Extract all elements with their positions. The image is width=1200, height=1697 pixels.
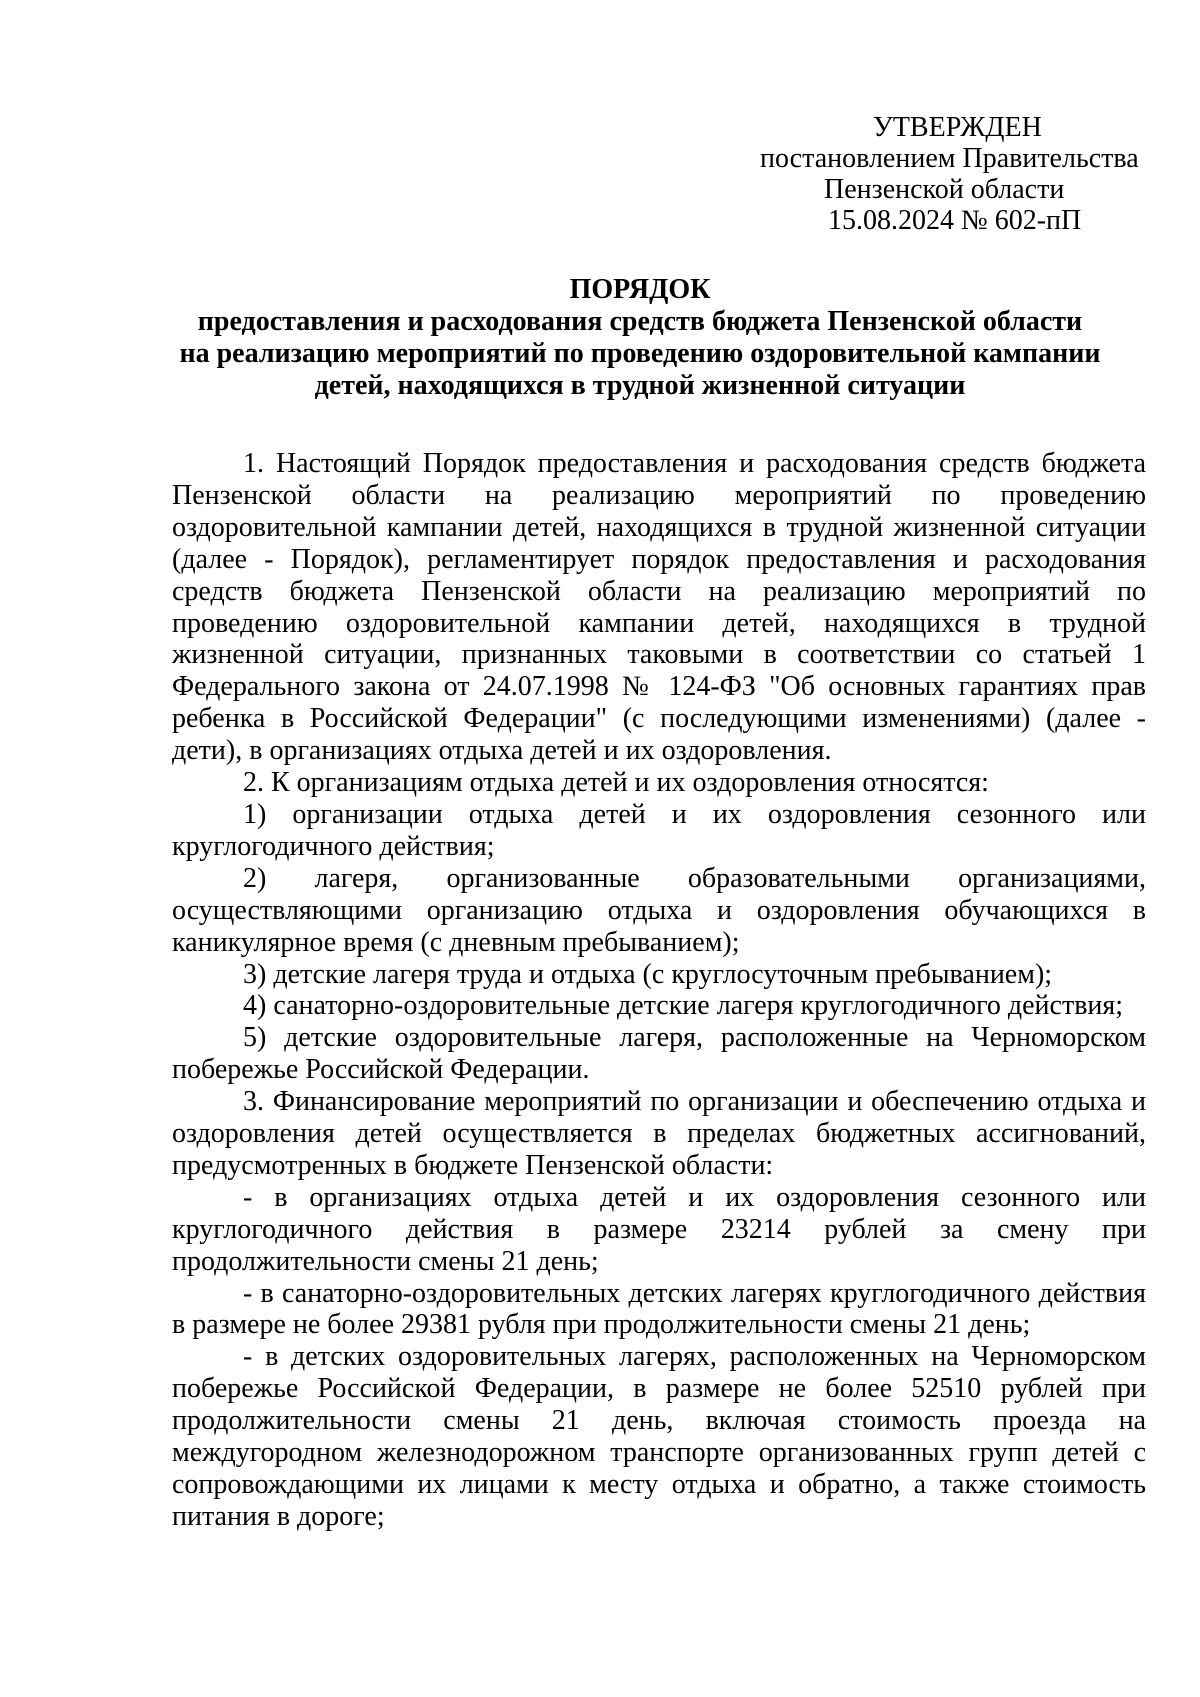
list-item-3: 3) детские лагеря труда и отдыха (с круглосуточным пребыванием); bbox=[243, 958, 1053, 990]
approval-stamp bbox=[760, 112, 1160, 236]
approval-status: УТВЕРЖДЕН bbox=[873, 112, 1042, 143]
funding-item-3: - в детских оздоровительных лагерях, расположенных на Черноморском побережье Российской Федерации, в размере не более 52510 рублей при продолжительности смены 21 день, включая стоимость проезда на междугородном железнодорожном транспорте организованных групп детей с сопровождающими их лицами к месту отдыха и обратно, а также стоимость питания в дороге; bbox=[172, 1341, 1146, 1532]
document-heading: ПОРЯДОК bbox=[569, 274, 711, 305]
paragraph-1: 1. Настоящий Порядок предоставления и расходования средств бюджета Пензенской области на реализацию мероприятий по проведению оздоровительной кампании детей, находящихся в трудной жизненной ситуации (далее - Порядок), регламентирует порядок предоставления и расходования средств бюджета Пензенской области на реализацию мероприятий по проведению оздоровительной кампании детей, находящихся в трудной жизненной ситуации, признанных таковыми в соответствии со статьей 1 Федерального закона от 24.07.1998 № 124-ФЗ "Об основных гарантиях прав ребенка в Российской Федерации" (с последующими изменениями) (далее - дети), в организациях отдыха детей и их оздоровления. bbox=[172, 448, 1146, 767]
list-item-4: 4) санаторно-оздоровительные детские лагеря круглогодичного действия; bbox=[243, 990, 1124, 1022]
funding-item-1: - в организациях отдыха детей и их оздоровления сезонного или круглогодичного действия в размере 23214 рублей за смену при продолжительности смены 21 день; bbox=[172, 1181, 1146, 1277]
paragraph-2: 2. К организациям отдыха детей и их оздоровления относятся: bbox=[243, 767, 989, 799]
list-item-5: 5) детские оздоровительные лагеря, расположенные на Черноморском побережье Российской Федерации. bbox=[172, 1022, 1146, 1086]
approval-issuer: постановлением Правительства bbox=[760, 143, 1139, 174]
funding-item-2: - в санаторно-оздоровительных детских лагерях круглогодичного действия в размере не более 29381 рубля при продолжительности смены 21 день; bbox=[172, 1277, 1146, 1341]
list-item-1: 1) организации отдыха детей и их оздоровления сезонного или круглогодичного действия; bbox=[172, 798, 1146, 862]
approval-date-number: 15.08.2024 № 602-пП bbox=[828, 205, 1082, 236]
document-subtitle-line-3: детей, находящихся в трудной жизненной ситуации bbox=[314, 370, 966, 401]
list-item-2: 2) лагеря, организованные образовательными организациями, осуществляющими организацию отдыха и оздоровления обучающихся в каникулярное время (с дневным пребыванием); bbox=[172, 862, 1146, 958]
paragraph-3: 3. Финансирование мероприятий по организации и обеспечению отдыха и оздоровления детей осуществляется в пределах бюджетных ассигнований, предусмотренных в бюджете Пензенской области: bbox=[172, 1086, 1146, 1181]
document-subtitle-line-1: предоставления и расходования средств бюджета Пензенской области bbox=[197, 306, 1083, 337]
document-title bbox=[160, 274, 1120, 402]
approval-region: Пензенской области bbox=[824, 174, 1065, 205]
document-body bbox=[172, 448, 1146, 1533]
document-subtitle-line-2: на реализацию мероприятий по проведению оздоровительной кампании bbox=[179, 338, 1101, 369]
